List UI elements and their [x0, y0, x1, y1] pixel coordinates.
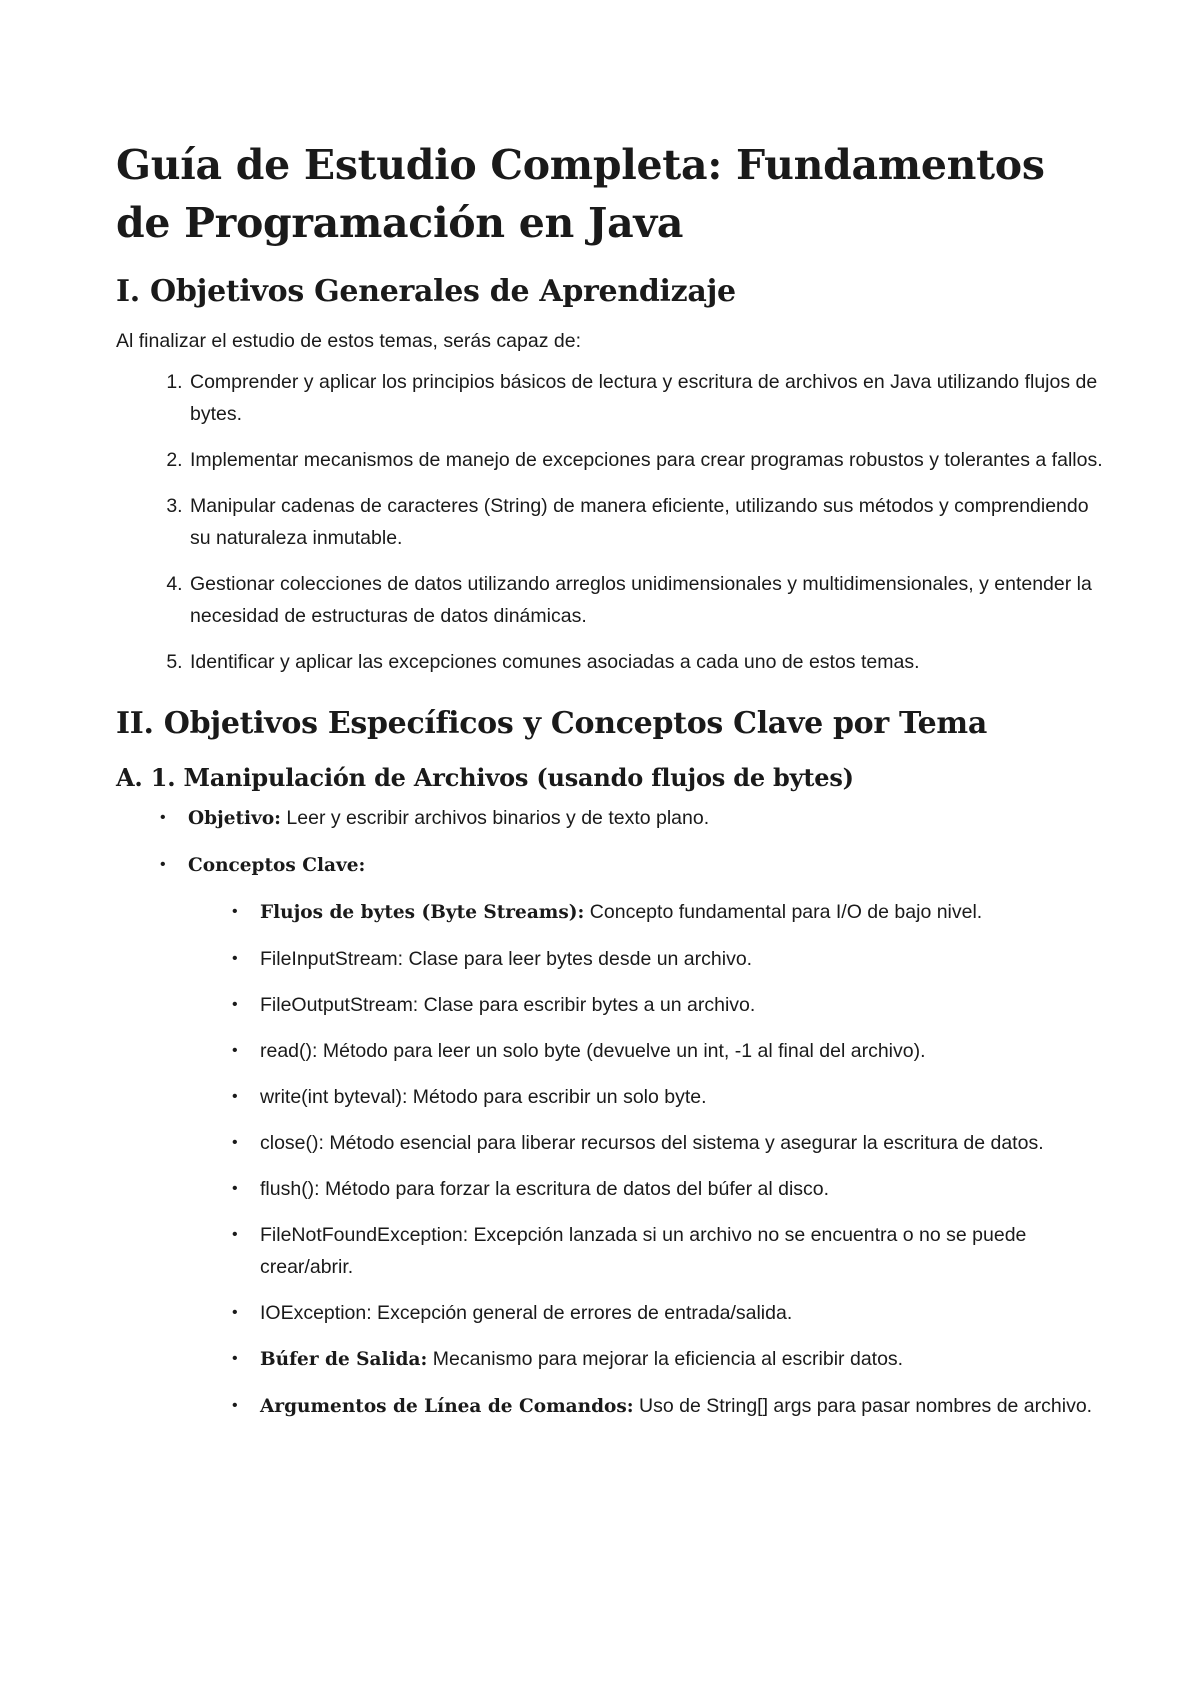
concept-text: Concepto fundamental para I/O de bajo nivel. — [584, 901, 983, 923]
bullet-icon: • — [232, 1088, 238, 1105]
list-item-concepts — [160, 849, 1106, 1423]
topic-list — [116, 802, 1106, 1423]
section-heading-specific-objectives: II. Objetivos Específicos y Conceptos Clave por Tema — [116, 706, 987, 741]
bullet-icon: • — [232, 1180, 238, 1197]
bullet-icon: • — [232, 1226, 238, 1243]
bullet-icon: • — [232, 1350, 238, 1367]
item-term: Conceptos Clave: — [188, 855, 366, 876]
objective-item: 2. Implementar mecanismos de manejo de excepciones para crear programas robustos y tolerantes a fallos. — [188, 444, 1106, 476]
concept-text: Mecanismo para mejorar la eficiencia al escribir datos. — [427, 1348, 904, 1370]
concept-item — [232, 1173, 1106, 1205]
list-item-objective — [160, 802, 1106, 835]
concept-term: Flujos de bytes (Byte Streams): — [260, 902, 585, 923]
concept-text: IOException: Excepción general de errores de entrada/salida. — [260, 1302, 793, 1324]
bullet-icon: • — [160, 809, 166, 826]
concept-item — [232, 1035, 1106, 1067]
concept-text: write(int byteval): Método para escribir un solo byte. — [260, 1086, 707, 1108]
concept-text: flush(): Método para forzar la escritura de datos del búfer al disco. — [260, 1178, 830, 1200]
objective-item: 4. Gestionar colecciones de datos utilizando arreglos unidimensionales y multidimensionales, y entender la necesidad de estructuras de datos dinámicas. — [188, 568, 1106, 632]
bullet-icon: • — [232, 1134, 238, 1151]
bullet-icon: • — [232, 996, 238, 1013]
objectives-list — [116, 366, 1106, 678]
concept-term: Argumentos de Línea de Comandos: — [260, 1396, 634, 1417]
concept-item — [232, 989, 1106, 1021]
objective-item: 3. Manipular cadenas de caracteres (String) de manera eficiente, utilizando sus métodos y comprendiendo su naturaleza inmutable. — [188, 490, 1106, 554]
objective-item: 5. Identificar y aplicar las excepciones comunes asociadas a cada uno de estos temas. — [188, 646, 1106, 678]
concept-item — [232, 1219, 1106, 1283]
concept-text: close(): Método esencial para liberar recursos del sistema y asegurar la escritura de datos. — [260, 1132, 1044, 1154]
concept-item — [232, 1081, 1106, 1113]
document-page — [116, 136, 1106, 1437]
document-title: Guía de Estudio Completa: Fundamentos de Programación en Java — [116, 141, 1045, 247]
item-text: Leer y escribir archivos binarios y de texto plano. — [281, 807, 710, 829]
concept-text: FileInputStream: Clase para leer bytes desde un archivo. — [260, 948, 753, 970]
concept-item — [232, 1127, 1106, 1159]
bullet-icon: • — [232, 903, 238, 920]
subsection-heading-files: A. 1. Manipulación de Archivos (usando flujos de bytes) — [116, 763, 854, 792]
concept-item — [232, 896, 1106, 929]
bullet-icon: • — [232, 950, 238, 967]
item-term: Objetivo: — [188, 808, 282, 829]
concept-item — [232, 1390, 1106, 1423]
bullet-icon: • — [232, 1042, 238, 1059]
concept-text: read(): Método para leer un solo byte (devuelve un int, -1 al final del archivo). — [260, 1040, 926, 1062]
concept-text: FileNotFoundException: Excepción lanzada si un archivo no se encuentra o no se puede crear/abrir. — [260, 1224, 1027, 1278]
concept-text: FileOutputStream: Clase para escribir bytes a un archivo. — [260, 994, 756, 1016]
concepts-list — [188, 896, 1106, 1423]
bullet-icon: • — [160, 856, 166, 873]
concept-text: Uso de String[] args para pasar nombres de archivo. — [633, 1395, 1093, 1417]
bullet-icon: • — [232, 1397, 238, 1414]
concept-item — [232, 943, 1106, 975]
objective-item: 1. Comprender y aplicar los principios básicos de lectura y escritura de archivos en Java utilizando flujos de bytes. — [188, 366, 1106, 430]
bullet-icon: • — [232, 1304, 238, 1321]
concept-item — [232, 1297, 1106, 1329]
concept-item — [232, 1343, 1106, 1376]
section-intro: Al finalizar el estudio de estos temas, serás capaz de: — [116, 330, 581, 352]
concept-term: Búfer de Salida: — [260, 1349, 428, 1370]
section-heading-general-objectives: I. Objetivos Generales de Aprendizaje — [116, 274, 736, 309]
